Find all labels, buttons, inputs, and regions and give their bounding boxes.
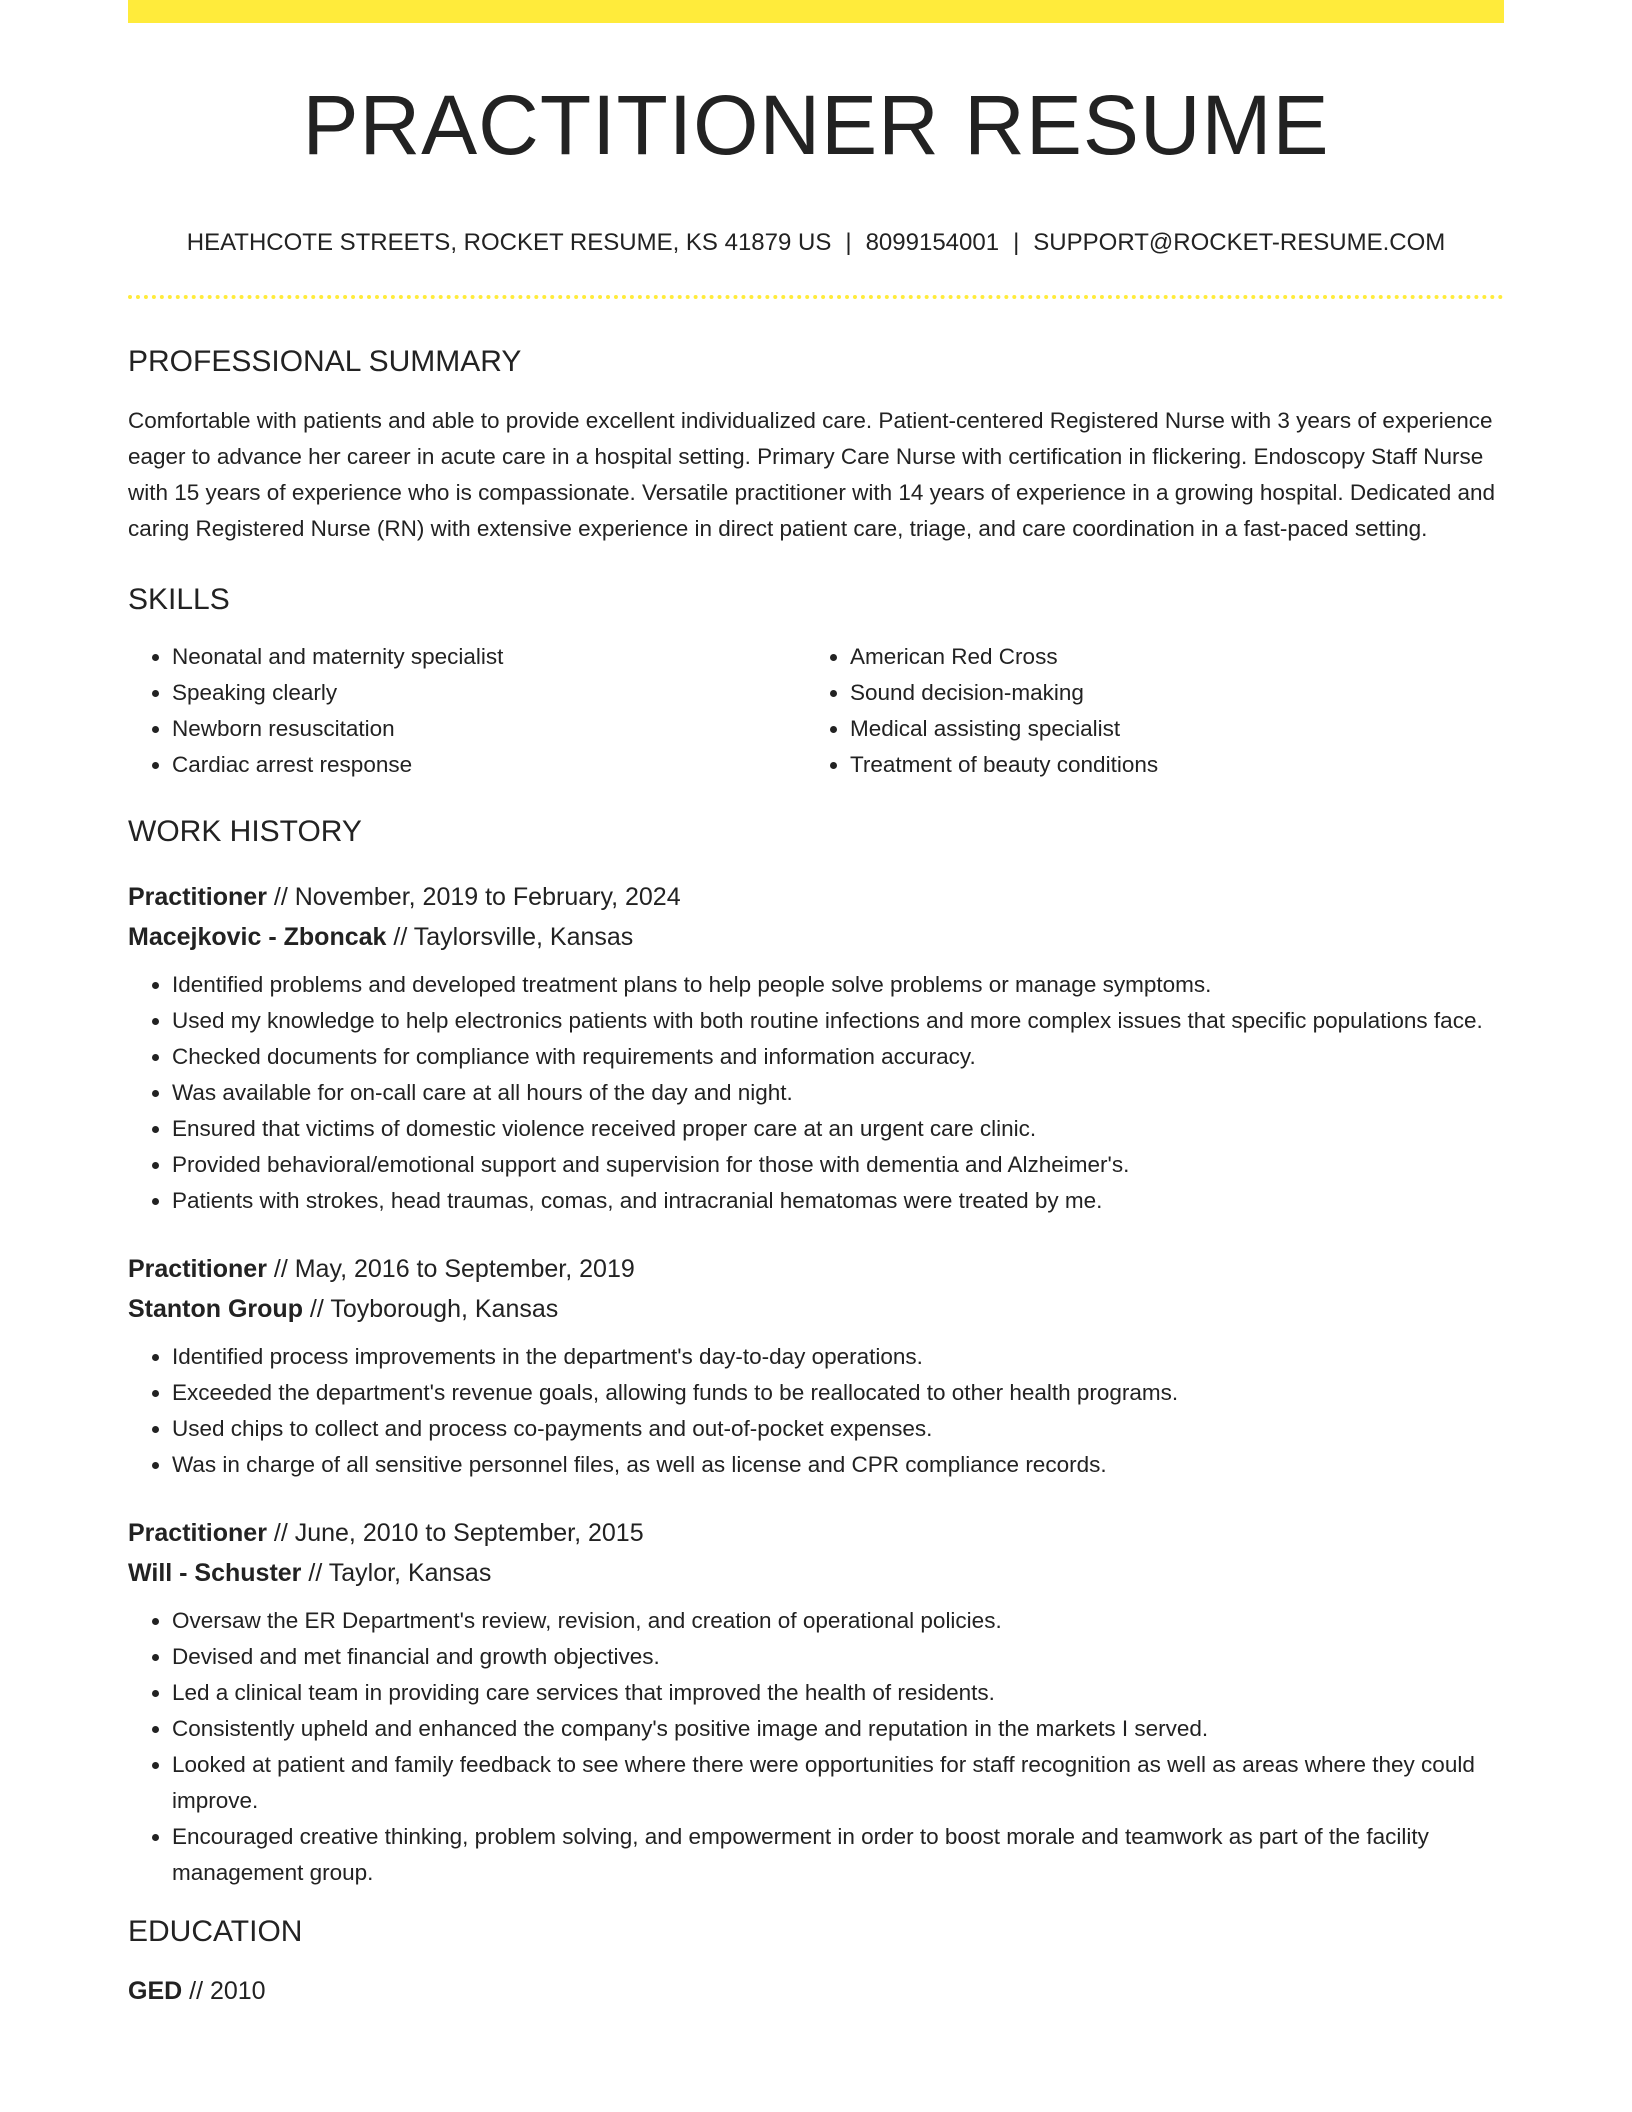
contact-email: SUPPORT@ROCKET-RESUME.COM bbox=[1033, 229, 1446, 256]
job-entry bbox=[128, 1249, 1504, 1483]
job-entry bbox=[128, 1513, 1504, 1891]
summary-text: Comfortable with patients and able to provide excellent individualized care. Patient-centered Registered Nurse with 3 years of experience eager to advance her career in acute care in a hospital setting. Primary Care Nurse with certification in flickering. Endoscopy Staff Nurse with 15 years of experience who is compassionate. Versatile practitioner with 14 years of experience in a growing hospital. Dedicated and caring Registered Nurse (RN) with extensive experience in direct patient care, triage, and care coordination in a fast-paced setting. bbox=[128, 408, 1496, 541]
skill-item: • Speaking clearly bbox=[172, 675, 806, 711]
skill-item: • Treatment of beauty conditions bbox=[850, 747, 1484, 783]
education-year: // 2010 bbox=[182, 1977, 266, 2005]
job-bullet: • Consistently upheld and enhanced the company's positive image and reputation in the markets I served. bbox=[172, 1711, 1504, 1747]
job-bullet: • Used chips to collect and process co-payments and out-of-pocket expenses. bbox=[172, 1411, 1504, 1447]
job-role: Practitioner bbox=[128, 1519, 267, 1547]
job-location: // Taylorsville, Kansas bbox=[386, 923, 634, 951]
job-company: Stanton Group bbox=[128, 1295, 303, 1323]
job-entry bbox=[128, 877, 1504, 1219]
job-bullet: • Was in charge of all sensitive personnel files, as well as license and CPR compliance records. bbox=[172, 1447, 1504, 1483]
job-company-line bbox=[128, 917, 1504, 957]
job-role: Practitioner bbox=[128, 1255, 267, 1283]
job-bullets bbox=[128, 967, 1504, 1219]
job-bullet: • Used my knowledge to help electronics patients with both routine infections and more complex issues that specific populations face. bbox=[172, 1003, 1504, 1039]
job-dates: // June, 2010 to September, 2015 bbox=[266, 1519, 644, 1547]
job-bullet: • Oversaw the ER Department's review, revision, and creation of operational policies. bbox=[172, 1603, 1504, 1639]
skills-list bbox=[128, 639, 1504, 783]
accent-top-bar bbox=[128, 0, 1504, 23]
job-bullet: • Led a clinical team in providing care services that improved the health of residents. bbox=[172, 1675, 1504, 1711]
skill-item: • Newborn resuscitation bbox=[172, 711, 806, 747]
job-company-line bbox=[128, 1553, 1504, 1593]
job-bullet: • Was available for on-call care at all hours of the day and night. bbox=[172, 1075, 1504, 1111]
job-company: Macejkovic - Zboncak bbox=[128, 923, 387, 951]
education-degree: GED bbox=[128, 1977, 183, 2005]
job-bullets bbox=[128, 1603, 1504, 1891]
education-entry bbox=[128, 1971, 1504, 2011]
skill-item: • Neonatal and maternity specialist bbox=[172, 639, 806, 675]
work-history-heading: WORK HISTORY bbox=[128, 815, 362, 848]
job-role-line bbox=[128, 877, 1504, 917]
contact-phone: 8099154001 bbox=[865, 229, 1000, 256]
job-company: Will - Schuster bbox=[128, 1559, 302, 1587]
job-dates: // May, 2016 to September, 2019 bbox=[266, 1255, 635, 1283]
job-bullet: • Provided behavioral/emotional support and supervision for those with dementia and Alzheimer's. bbox=[172, 1147, 1504, 1183]
job-bullet: • Ensured that victims of domestic violence received proper care at an urgent care clinic. bbox=[172, 1111, 1504, 1147]
job-location: // Toyborough, Kansas bbox=[302, 1295, 559, 1323]
job-role-line bbox=[128, 1249, 1504, 1289]
job-bullet: • Devised and met financial and growth objectives. bbox=[172, 1639, 1504, 1675]
job-bullet: • Identified process improvements in the department's day-to-day operations. bbox=[172, 1339, 1504, 1375]
job-bullets bbox=[128, 1339, 1504, 1483]
job-bullet: • Looked at patient and family feedback to see where there were opportunities for staff recognition as well as areas where they could improve. bbox=[172, 1747, 1504, 1819]
job-bullet: • Exceeded the department's revenue goals, allowing funds to be reallocated to other health programs. bbox=[172, 1375, 1504, 1411]
skill-item: • Medical assisting specialist bbox=[850, 711, 1484, 747]
job-bullet: • Encouraged creative thinking, problem solving, and empowerment in order to boost morale and teamwork as part of the facility management group. bbox=[172, 1819, 1504, 1891]
job-bullet: • Identified problems and developed treatment plans to help people solve problems or manage symptoms. bbox=[172, 967, 1504, 1003]
skills-heading: SKILLS bbox=[128, 583, 230, 616]
skill-item: • Cardiac arrest response bbox=[172, 747, 806, 783]
job-bullet: • Patients with strokes, head traumas, comas, and intracranial hematomas were treated by me. bbox=[172, 1183, 1504, 1219]
job-dates: // November, 2019 to February, 2024 bbox=[266, 883, 681, 911]
contact-separator: | bbox=[1013, 229, 1020, 256]
resume-page bbox=[128, 0, 1504, 2112]
job-role: Practitioner bbox=[128, 883, 267, 911]
contact-address: HEATHCOTE STREETS, ROCKET RESUME, KS 41879 US bbox=[186, 229, 832, 256]
job-location: // Taylor, Kansas bbox=[301, 1559, 492, 1587]
education-heading: EDUCATION bbox=[128, 1915, 303, 1948]
skill-item: • Sound decision-making bbox=[850, 675, 1484, 711]
skill-item: • American Red Cross bbox=[850, 639, 1484, 675]
resume-title: PRACTITIONER RESUME bbox=[302, 78, 1330, 172]
job-company-line bbox=[128, 1289, 1504, 1329]
summary-heading: PROFESSIONAL SUMMARY bbox=[128, 345, 522, 378]
job-role-line bbox=[128, 1513, 1504, 1553]
skills-column-left bbox=[128, 639, 806, 783]
contact-separator: | bbox=[845, 229, 852, 256]
dotted-divider bbox=[128, 295, 1504, 299]
job-bullet: • Checked documents for compliance with requirements and information accuracy. bbox=[172, 1039, 1504, 1075]
skills-column-right bbox=[806, 639, 1484, 783]
contact-line bbox=[128, 231, 1504, 255]
